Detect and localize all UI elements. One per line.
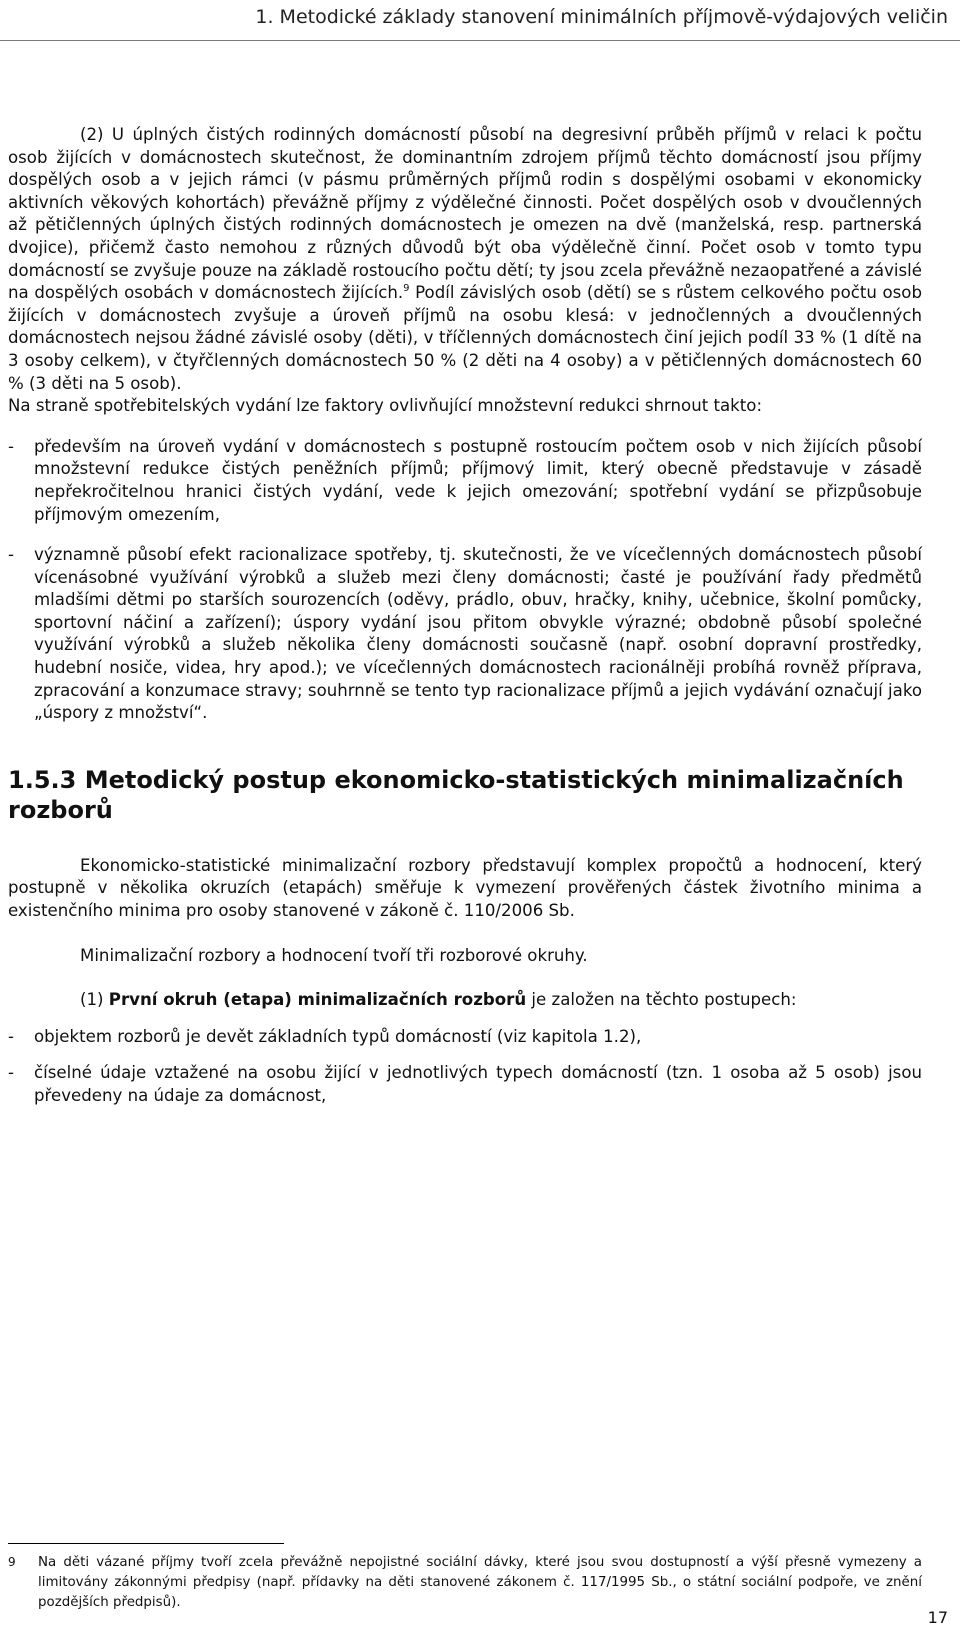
header-title: 1. Metodické základy stanovení minimálních příjmově-výdajových veličin <box>255 6 948 28</box>
paragraph-text: (2) U úplných čistých rodinných domácností působí na degresivní průběh příjmů v relaci k počtu osob žijících v domácnostech skutečnost, že dominantním zdrojem příjmů těchto domácností jsou příjmy dospělých osob a v jejich rámci (v pásmu průměrných příjmů rodin s dospělými osobami v ekonomicky aktivních věkových kohortách) převážně příjmy z výdělečné činnosti. Počet dospělých osob v dvoučlenných až pětičlenných úplných čistých rodinných domácnostech je omezen na dvě (manželská, resp. partnerská dvojice), přičemž často nemohou z různých důvodů být oba výdělečně činní. Počet osob v tomto typu domácností se zvyšuje pouze na základě rostoucího počtu dětí; ty jsou zcela převážně nezaopatřené a závislé na dospělých osobách v domácnostech žijících. <box>8 125 922 303</box>
paragraph-text: Podíl závislých osob (dětí) se s růstem celkového počtu osob žijících v domácnostech zvyšuje a úroveň příjmů na osobu klesá: v jednočlenných a dvoučlenných domácnostech nejsou žádné závislé osoby (děti), v tříčlenných domácnostech činí jejich podíl 33 % (1 dítě na 3 osoby celkem), v čtyřčlenných domácnostech 50 % (2 děti na 4 osoby) a v pětičlenných domácnostech 60 % (3 děti na 5 osob). <box>8 283 922 393</box>
paragraph-text: je založen na těchto postupech: <box>526 990 797 1010</box>
list-item-text: číselné údaje vztažené na osobu žijící v jednotlivých typech domácností (tzn. 1 osoba až 5 osob) jsou převedeny na údaje za domácnost, <box>34 1063 922 1105</box>
paragraph-consumer-expenditure: Na straně spotřebitelských vydání lze faktory ovlivňující množstevní redukci shrnout takto: <box>8 396 763 416</box>
dash-marker: - <box>8 1026 14 1046</box>
header-rule <box>0 40 960 41</box>
list-item <box>8 436 922 526</box>
paragraph-text: (1) <box>80 990 109 1010</box>
list-item-text: významně působí efekt racionalizace spotřeby, tj. skutečnosti, že ve vícečlenných domácnostech působí vícenásobné využívání výrobků a služeb mezi členy domácnosti; časté je používání řady předmětů mladšími dětmi po starších sourozencích (oděvy, prádlo, obuv, hračky, knihy, učebnice, školní pomůcky, sportovní náčiní a zařízení); úspory vydání jsou přitom obvykle výrazné; obdobně působí společné využívání výrobků a služeb několika členy domácnosti současně (např. osobní dopravní prostředky, hudební nosiče, videa, hry apod.); ve vícečlenných domácnostech racionálněji probíhá rovněž příprava, zpracování a konzumace stravy; souhrnně se tento typ racionalizace příjmů a jejich vydávání označují jako „úspory z množství“. <box>34 545 922 723</box>
list-item-text: objektem rozborů je devět základních typů domácností (viz kapitola 1.2), <box>34 1026 642 1046</box>
list-item-text: především na úroveň vydání v domácnostech s postupně rostoucím počtem osob v nich žijících působí množstevní redukce čistých peněžních příjmů; příjmový limit, který obecně představuje v zásadě nepřekročitelnou hranici čistých vydání, vede k jejich omezování; spotřební vydání se přizpůsobuje příjmovým omezením, <box>34 436 922 524</box>
running-header <box>0 0 960 44</box>
footnote-reference[interactable]: 9 <box>403 283 410 295</box>
paragraph-three-areas: Minimalizační rozbory a hodnocení tvoří tři rozborové okruhy. <box>80 945 588 965</box>
dash-marker: - <box>8 545 14 565</box>
paragraph-minimization-analyses: Ekonomicko-statistické minimalizační rozbory představují komplex propočtů a hodnocení, který postupně v několika okruzích (etapách) směřuje k vymezení prověřených částek životního minima a existenčního minima pro osoby stanovené v zákoně č. 110/2006 Sb. <box>8 855 922 921</box>
page-content <box>8 124 922 1108</box>
page-number: 17 <box>927 1608 948 1627</box>
list-item <box>8 544 922 725</box>
paragraph-first-area <box>8 989 922 1012</box>
footnote-number: 9 <box>8 1555 16 1569</box>
list-item <box>8 1026 922 1049</box>
footnote-separator <box>8 1543 284 1544</box>
paragraph-degressive-income <box>8 124 922 395</box>
section-heading: 1.5.3 Metodický postup ekonomicko-statistických minimalizačních rozborů <box>8 765 904 824</box>
dash-marker: - <box>8 1063 14 1083</box>
bold-phrase: První okruh (etapa) minimalizačních rozborů <box>108 990 527 1010</box>
dash-marker: - <box>8 436 14 456</box>
footnote <box>8 1553 922 1613</box>
footnote-text: Na děti vázané příjmy tvoří zcela převážně nepojistné sociální dávky, které jsou svou dostupností a výší přesně vymezeny a limitovány zákonnými předpisy (např. přídavky na děti stanovené zákonem č. 117/1995 Sb., o státní sociální podpoře, ve znění pozdějších předpisů). <box>38 1555 922 1610</box>
list-item <box>8 1062 922 1107</box>
